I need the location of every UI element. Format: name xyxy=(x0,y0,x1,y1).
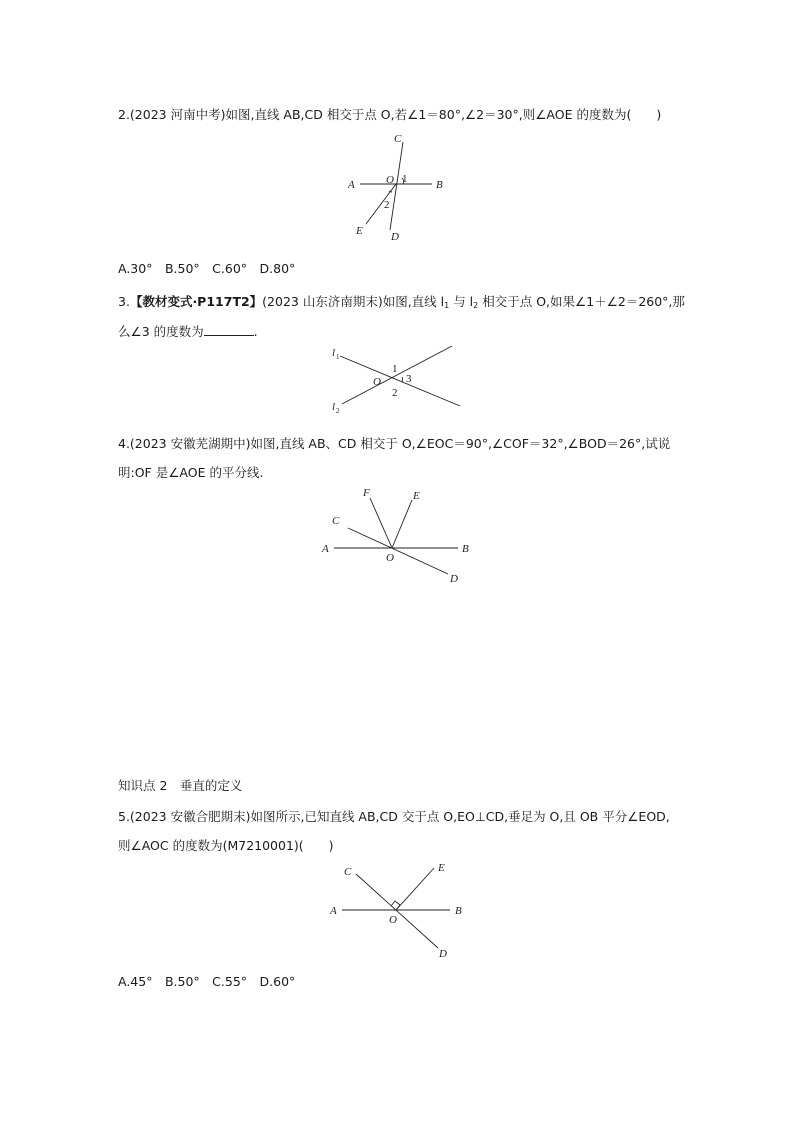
q4-label-e: E xyxy=(413,490,420,502)
q3-line-l1 xyxy=(340,356,460,406)
q2-label-c: C xyxy=(394,133,402,145)
q4-stem-line1: 4.(2023 安徽芜湖期中)如图,直线 AB、CD 相交于 O,∠EOC＝90°,∠COF＝32°,∠BOD＝26°,试说 xyxy=(118,436,671,451)
q5-label-a: A xyxy=(330,905,337,917)
q2-stem: 2.(2023 河南中考)如图,直线 AB,CD 相交于点 O,若∠1＝80°,∠2＝30°,则∠AOE 的度数为( ) xyxy=(118,107,662,122)
q4-stem-line2: 明:OF 是∠AOE 的平分线. xyxy=(118,465,264,480)
q2-line-cd xyxy=(390,142,403,230)
section-title: 知识点 2 垂直的定义 xyxy=(118,778,243,793)
q2-options: A.30° B.50° C.60° D.80° xyxy=(118,261,296,276)
q4-figure xyxy=(318,484,478,588)
q2-label-2: 2 xyxy=(384,199,390,211)
q3-label-l1-sub: 1 xyxy=(336,353,340,361)
q5-label-d: D xyxy=(439,948,447,960)
q2-label-o: O xyxy=(386,174,394,186)
q5-right-angle-mark xyxy=(391,901,400,910)
q3-label-l2-sub: 2 xyxy=(336,407,340,415)
q5-stem-line2: 则∠AOC 的度数为(M7210001)( ) xyxy=(118,838,334,853)
q2-label-1: 1 xyxy=(402,173,408,185)
q3-label-3: 3 xyxy=(406,373,412,385)
q4-ray-of xyxy=(370,498,392,548)
q5-label-e: E xyxy=(438,862,445,874)
q5-figure xyxy=(320,858,470,960)
q3-tag: 【教材变式·P117T2】 xyxy=(129,294,263,309)
q3-label-l1: l xyxy=(332,347,336,359)
q4-line-cd xyxy=(348,528,448,574)
q3-label-1: 1 xyxy=(392,363,398,375)
q2-label-d: D xyxy=(391,231,399,243)
q4-label-o: O xyxy=(386,552,394,564)
q5-label-o: O xyxy=(389,914,397,926)
q3-label-l2: l xyxy=(332,401,336,413)
q4-label-b: B xyxy=(462,543,469,555)
q5-ray-oe xyxy=(396,868,434,910)
q4-label-a: A xyxy=(322,543,329,555)
q3-label-2: 2 xyxy=(392,387,398,399)
q2-label-e: E xyxy=(356,225,363,237)
q5-options: A.45° B.50° C.55° D.60° xyxy=(118,974,296,989)
q3-stem-line1: 3.【教材变式·P117T2】(2023 山东济南期末)如图,直线 $l_1$ 与 $l_2$ 相交于点 O,如果∠1＋∠2＝260°,那 xyxy=(118,294,685,310)
q3-stem-line2: 么∠3 的度数为 . xyxy=(118,324,258,339)
q4-label-c: C xyxy=(332,515,340,527)
q2-label-b: B xyxy=(436,179,443,191)
q4-label-f: F xyxy=(363,487,370,499)
q3-label-o: O xyxy=(373,376,381,388)
q5-label-c: C xyxy=(344,866,352,878)
q3-figure xyxy=(326,340,466,420)
q4-label-d: D xyxy=(450,573,458,585)
q2-label-a: A xyxy=(348,179,355,191)
q3-answer-blank[interactable] xyxy=(204,323,254,336)
q5-label-b: B xyxy=(455,905,462,917)
q4-ray-oe xyxy=(392,500,412,548)
q5-line-cd xyxy=(356,874,438,948)
q2-figure xyxy=(340,128,460,243)
q5-stem-line1: 5.(2023 安徽合肥期末)如图所示,已知直线 AB,CD 交于点 O,EO⊥CD,垂足为 O,且 OB 平分∠EOD, xyxy=(118,809,670,824)
